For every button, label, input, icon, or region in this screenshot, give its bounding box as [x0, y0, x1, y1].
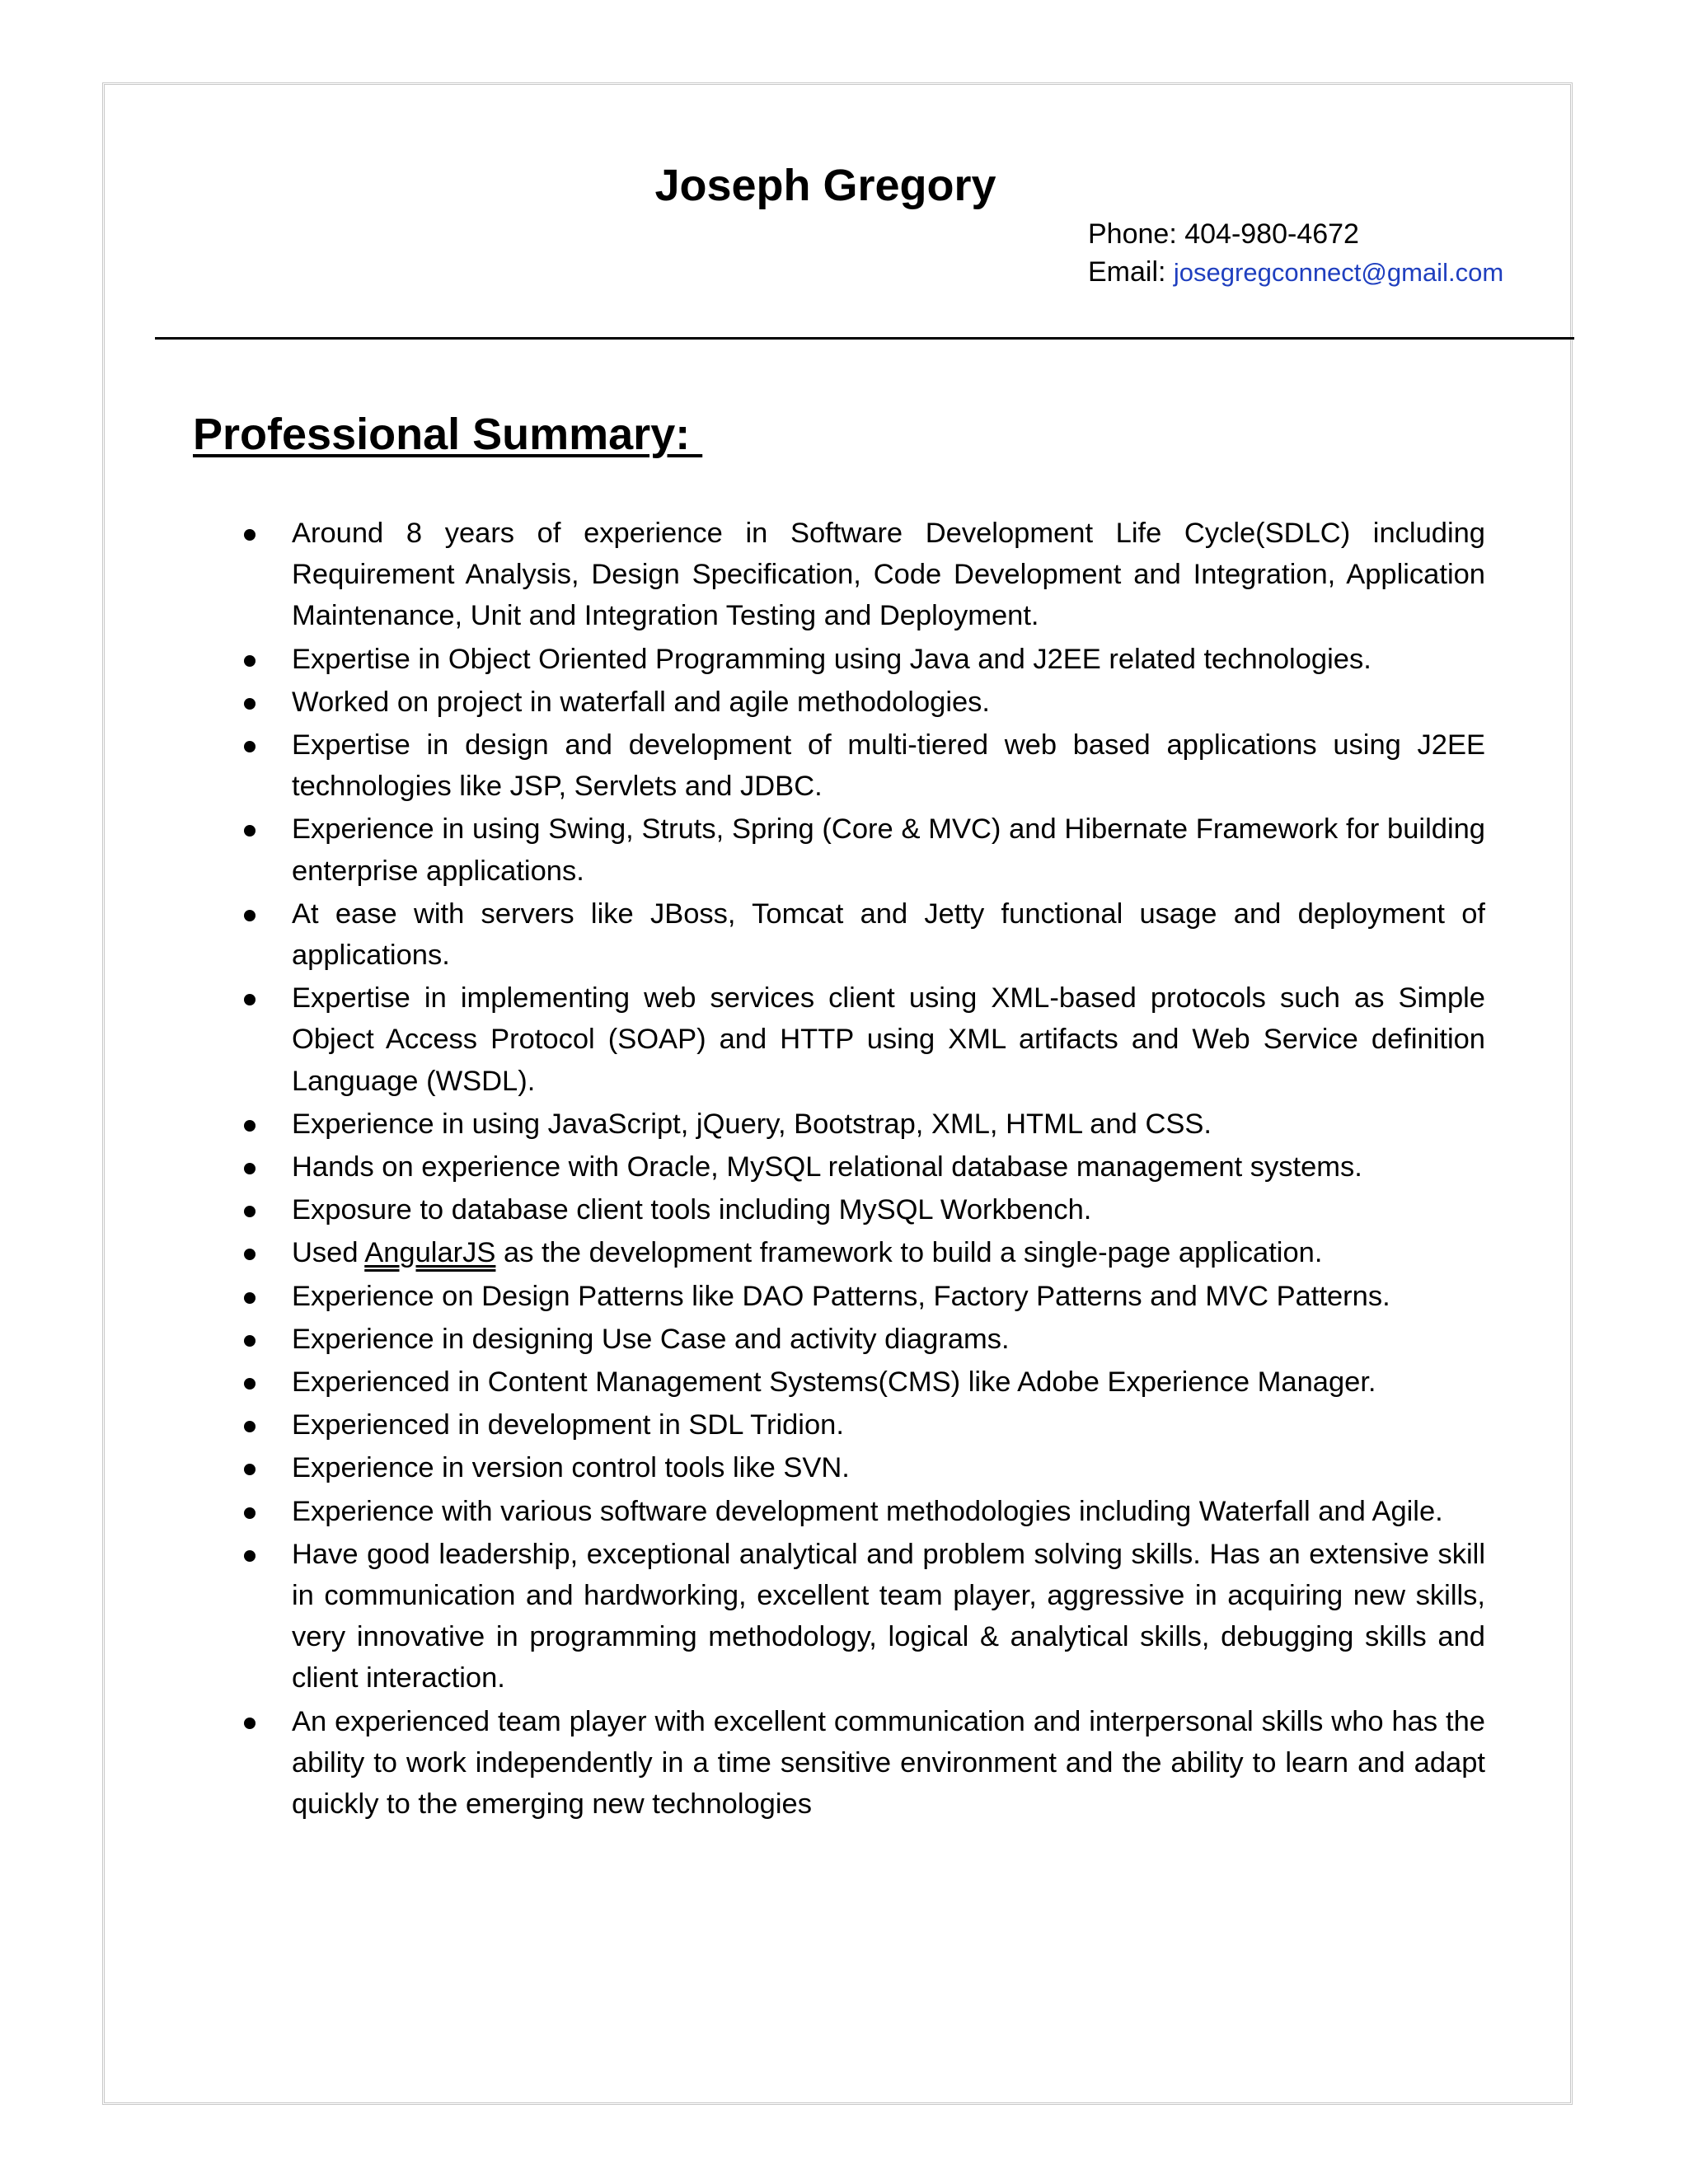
- bullet-icon: [244, 1120, 256, 1132]
- header-divider: [155, 337, 1574, 340]
- list-item: At ease with servers like JBoss, Tomcat and Jetty functional usage and deployment of applications.: [292, 893, 1485, 976]
- list-item: Experience in designing Use Case and activity diagrams.: [292, 1319, 1485, 1360]
- list-item: Around 8 years of experience in Software Development Life Cycle(SDLC) including Requirement Analysis, Design Specification, Code Development and Integration, Application Maintenance, Unit and Integration Testing and Deployment.: [292, 513, 1485, 637]
- bullet-icon: [244, 655, 256, 667]
- contact-block: [1088, 215, 1503, 292]
- bullet-icon: [244, 1163, 256, 1174]
- list-item: Expertise in design and development of multi-tiered web based applications using J2EE technologies like JSP, Servlets and JDBC.: [292, 724, 1485, 807]
- bullet-icon: [244, 1718, 256, 1729]
- bullet-icon: [244, 1550, 256, 1562]
- bullet-icon: [244, 529, 256, 541]
- list-item: Worked on project in waterfall and agile methodologies.: [292, 682, 1485, 723]
- bullet-icon: [244, 1507, 256, 1519]
- section-title-professional-summary: Professional Summary:: [193, 410, 703, 459]
- list-item: Experience with various software development methodologies including Waterfall and Agile.: [292, 1491, 1485, 1532]
- list-item: Experienced in Content Management Systems(CMS) like Adobe Experience Manager.: [292, 1361, 1485, 1403]
- bullet-icon: [244, 1378, 256, 1390]
- summary-list: [292, 513, 1485, 1826]
- list-item: Experience in using JavaScript, jQuery, Bootstrap, XML, HTML and CSS.: [292, 1104, 1485, 1145]
- list-item: An experienced team player with excellent communication and interpersonal skills who has the ability to work independently in a time sensitive environment and the ability to learn and adapt quickly to the emerging new technologies: [292, 1701, 1485, 1825]
- bullet-icon: [244, 698, 256, 710]
- bullet-icon: [244, 1335, 256, 1347]
- list-item: Experience on Design Patterns like DAO Patterns, Factory Patterns and MVC Patterns.: [292, 1276, 1485, 1317]
- list-item: Expertise in implementing web services client using XML-based protocols such as Simple Object Access Protocol (SOAP) and HTTP using XML artifacts and Web Service definition Language (WSDL).: [292, 977, 1485, 1102]
- list-item: Used AngularJS as the development framework to build a single-page application.: [292, 1232, 1485, 1273]
- email-link[interactable]: josegregconnect@gmail.com: [1173, 258, 1504, 287]
- phone-number: 404-980-4672: [1184, 218, 1359, 250]
- list-item: Experienced in development in SDL Tridion.: [292, 1404, 1485, 1446]
- phone-line: [1088, 215, 1503, 253]
- email-label: Email:: [1088, 256, 1174, 288]
- list-item: Expertise in Object Oriented Programming using Java and J2EE related technologies.: [292, 639, 1485, 680]
- bullet-icon: [244, 1292, 256, 1304]
- candidate-name: Joseph Gregory: [654, 161, 996, 210]
- list-item: Hands on experience with Oracle, MySQL relational database management systems.: [292, 1146, 1485, 1188]
- list-item: Experience in version control tools like SVN.: [292, 1447, 1485, 1488]
- list-item: Have good leadership, exceptional analytical and problem solving skills. Has an extensive skill in communication and hardworking, excellent team player, aggressive in acquiring new skills, very innovative in programming methodology, logical & analytical skills, debugging skills and client interaction.: [292, 1534, 1485, 1699]
- email-line: [1088, 253, 1503, 292]
- list-item: Experience in using Swing, Struts, Spring (Core & MVC) and Hibernate Framework for building enterprise applications.: [292, 808, 1485, 891]
- angularjs-term: AngularJS: [364, 1237, 496, 1269]
- list-item: Exposure to database client tools including MySQL Workbench.: [292, 1189, 1485, 1230]
- phone-label: Phone:: [1088, 218, 1185, 250]
- bullet-icon: [244, 910, 256, 921]
- bullet-icon: [244, 741, 256, 752]
